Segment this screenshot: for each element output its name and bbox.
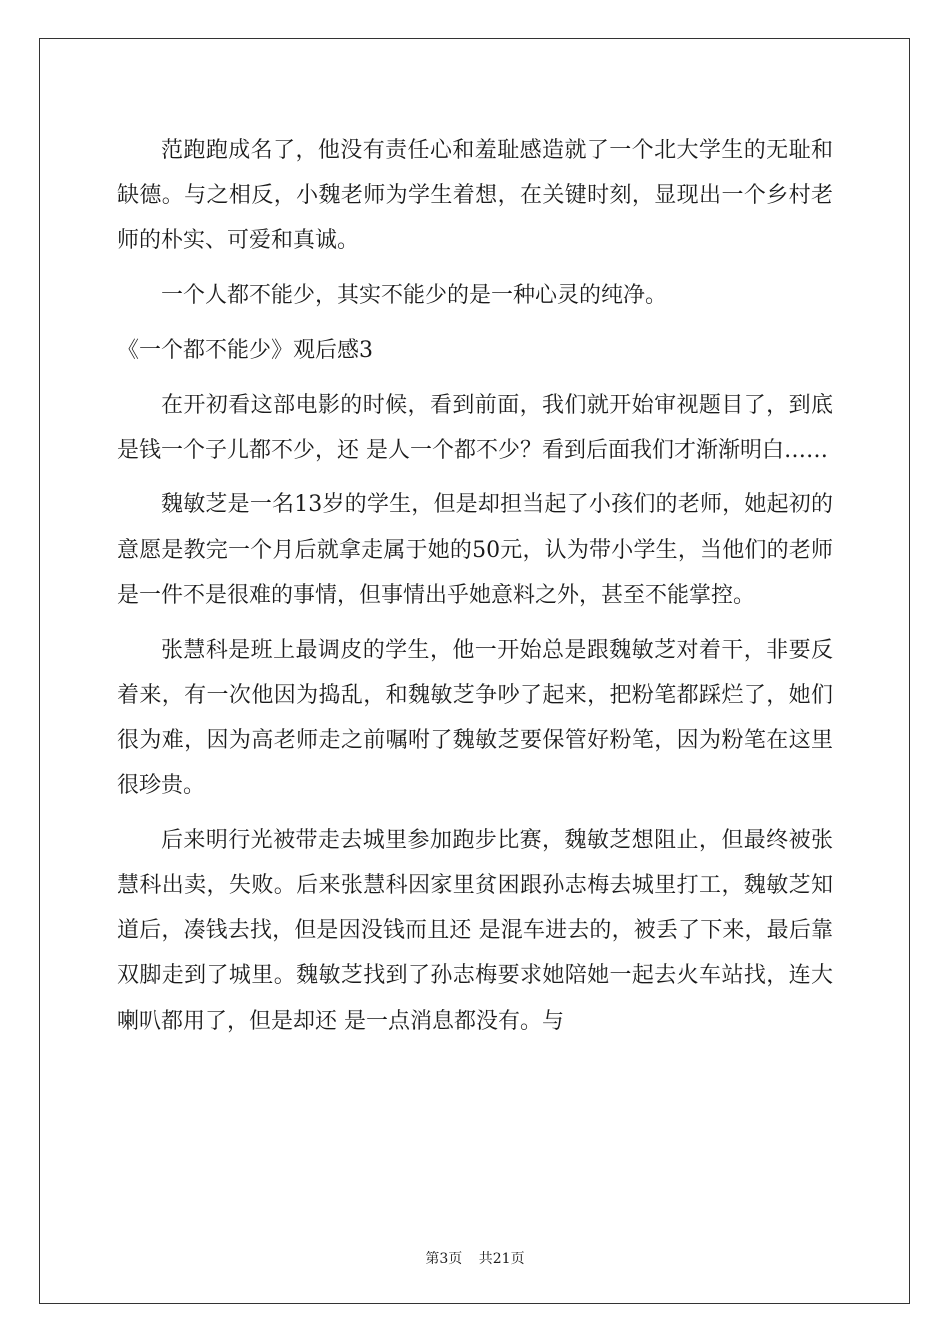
paragraph: 后来明行光被带走去城里参加跑步比赛，魏敏芝想阻止，但最终被张慧科出卖，失败。后来张慧科因家里贫困跟孙志梅去城里打工，魏敏芝知道后，凑钱去找，但是因没钱而且还 是混车进去的，被丢了下来，最后靠双脚走到了城里。魏敏芝找到了孙志梅要求她陪她一起去火车站找，连大喇叭都用了，但是却还 是一点消息都没有。与 xyxy=(117,827,833,1034)
paragraph: 魏敏芝是一名13岁的学生，但是却担当起了小孩们的老师，她起初的意愿是教完一个月后就拿走属于她的50元，认为带小学生，当他们的老师是一件不是很难的事情，但事情出乎她意料之外，甚至不能掌控。 xyxy=(117,492,833,608)
page-total: 共21页 xyxy=(478,1251,525,1267)
section-heading: 《一个都不能少》观后感3 xyxy=(117,337,373,363)
page-number: 第3页 xyxy=(425,1251,463,1267)
document-body xyxy=(117,128,833,1053)
paragraph: 在开初看这部电影的时候，看到前面，我们就开始审视题目了，到底是钱一个子儿都不少，还 是人一个都不少？看到后面我们才渐渐明白…… xyxy=(117,392,833,463)
paragraph: 范跑跑成名了，他没有责任心和羞耻感造就了一个北大学生的无耻和缺德。与之相反，小魏老师为学生着想，在关键时刻，显现出一个乡村老师的朴实、可爱和真诚。 xyxy=(117,138,833,254)
paragraph: 张慧科是班上最调皮的学生，他一开始总是跟魏敏芝对着干，非要反着来，有一次他因为捣乱，和魏敏芝争吵了起来，把粉笔都踩烂了，她们很为难，因为高老师走之前嘱咐了魏敏芝要保管好粉笔，因为粉笔在这里很珍贵。 xyxy=(117,637,833,799)
page-footer xyxy=(0,1248,950,1268)
paragraph: 一个人都不能少，其实不能少的是一种心灵的纯净。 xyxy=(161,283,668,309)
